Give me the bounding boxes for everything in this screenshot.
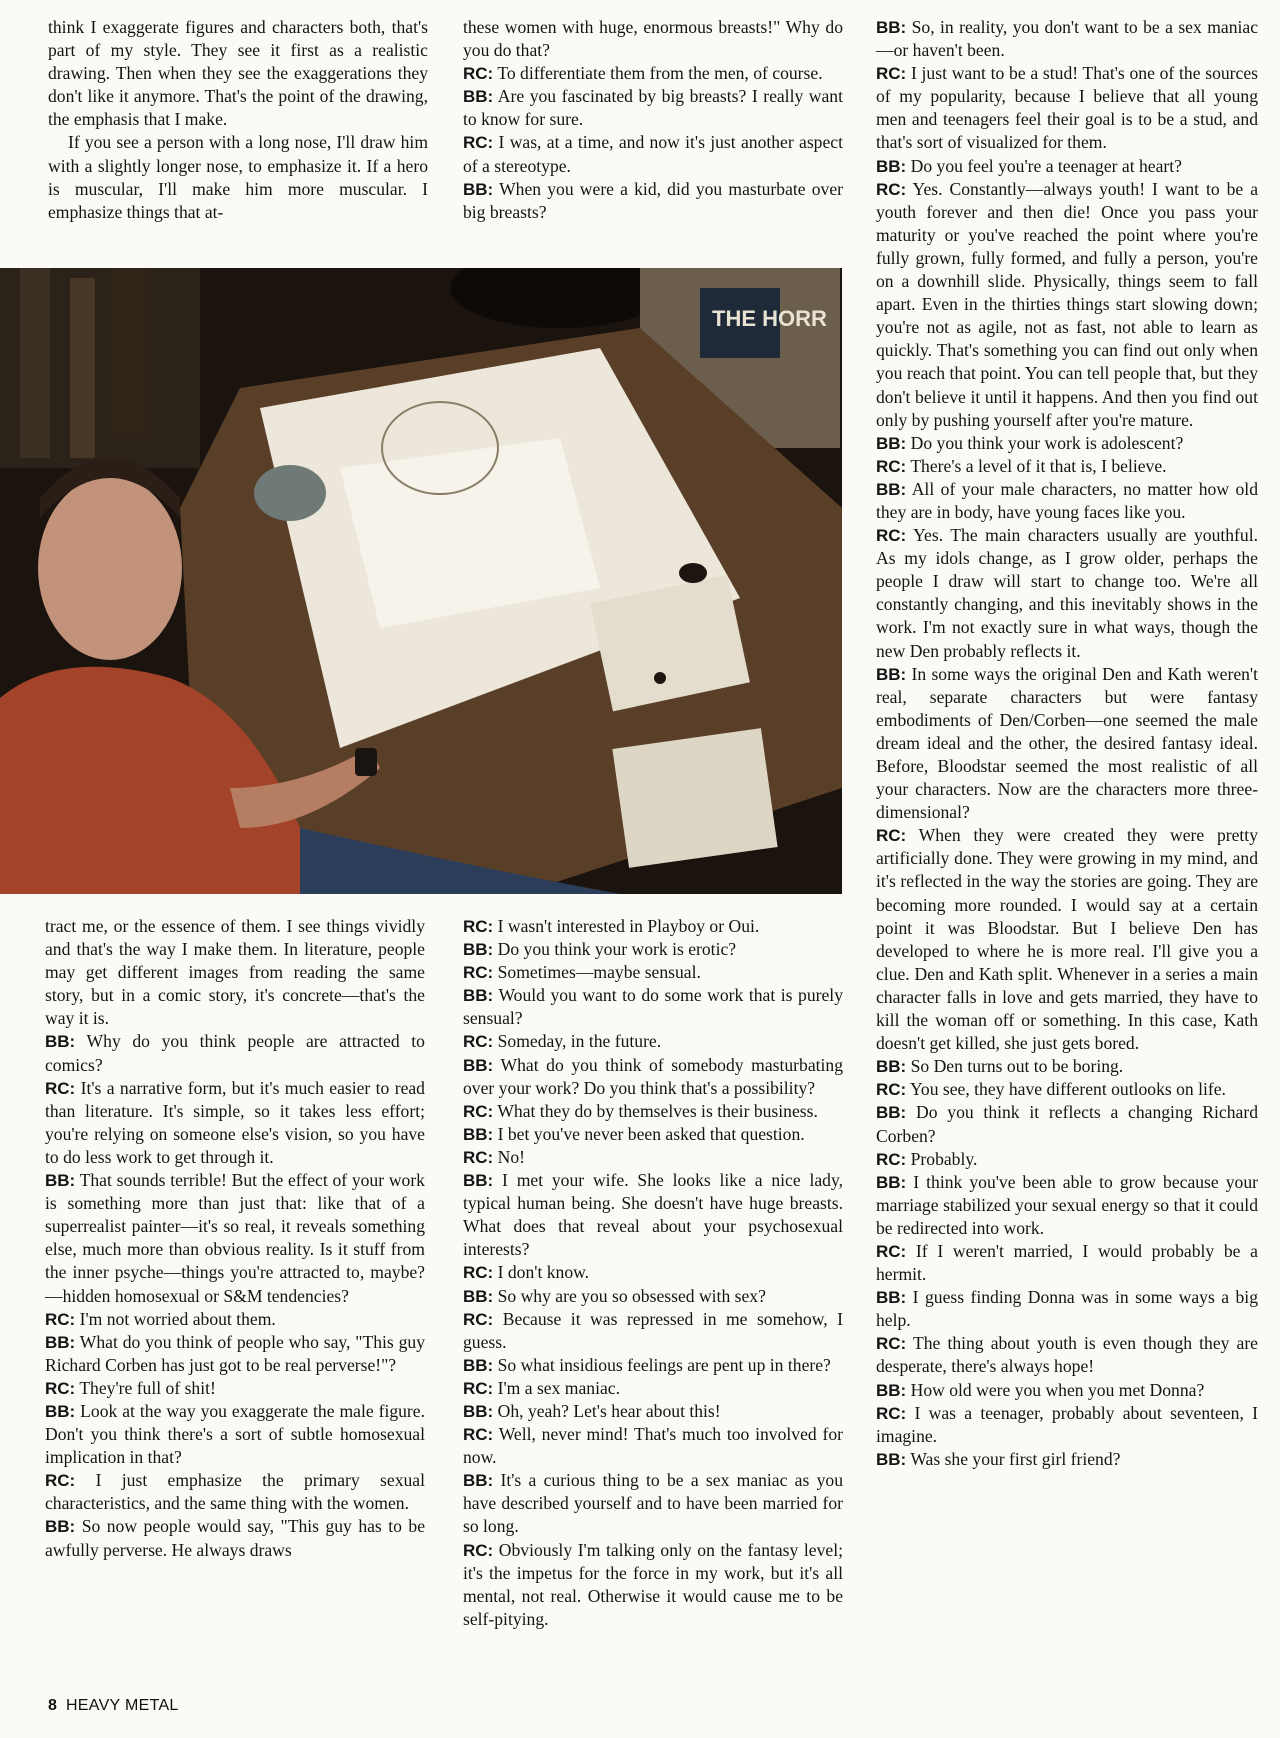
line-text: I bet you've never been asked that question.: [497, 1123, 805, 1144]
interview-line: [463, 1377, 843, 1400]
line-text: So why are you so obsessed with sex?: [497, 1285, 766, 1306]
speaker-label: BB:: [876, 1057, 907, 1077]
speaker-label: BB:: [876, 156, 907, 176]
speaker-label: RC:: [876, 826, 907, 846]
line-text: So Den turns out to be boring.: [910, 1056, 1124, 1077]
column-3: [876, 16, 1258, 1471]
interview-line: [463, 938, 843, 961]
line-text: If I weren't married, I would probably be a hermit.: [876, 1240, 1258, 1285]
speaker-label: RC:: [876, 179, 907, 199]
interview-line: [463, 1030, 843, 1053]
interview-line: [876, 1101, 1258, 1147]
line-text: What do you think of somebody masturbating over your work? Do you think that's a possibility?: [463, 1054, 843, 1098]
interview-line: [876, 1171, 1258, 1240]
line-text: think I exaggerate figures and characters both, that's part of my style. They see it first as a realistic drawing. Then when they see the exaggerations they don't like it anymore. That's the point of the drawing, the emphasis that I make.: [48, 17, 428, 130]
interview-line: [45, 1515, 425, 1561]
interview-line: [876, 1240, 1258, 1286]
line-text: I think you've been able to grow because your marriage stabilized your sexual energy so that it could be redirected into work.: [876, 1171, 1258, 1238]
line-text: I just want to be a stud! That's one of the sources of my popularity, because I believe that all young men and teenagers feel their goal is to be a stud, and that's sort of visualized for them.: [876, 63, 1258, 153]
speaker-label: RC:: [463, 1032, 494, 1052]
paragraph: [45, 915, 425, 1030]
line-text: So now people would say, "This guy has to be awfully perverse. He always draws: [45, 1516, 426, 1560]
interview-line: [463, 984, 843, 1030]
paragraph: [48, 16, 428, 131]
line-text: To differentiate them from the men, of course.: [497, 63, 823, 84]
speaker-label: BB:: [876, 1172, 907, 1192]
interview-line: [876, 478, 1258, 524]
interview-line: [876, 432, 1258, 455]
interview-line: [876, 1332, 1258, 1378]
speaker-label: RC:: [876, 1080, 907, 1100]
line-text: Do you think your work is erotic?: [497, 939, 737, 960]
interview-line: [463, 131, 843, 177]
speaker-label: BB:: [463, 1355, 494, 1375]
interview-line: [876, 455, 1258, 478]
speaker-label: BB:: [876, 18, 907, 37]
interview-line: [876, 1286, 1258, 1332]
speaker-label: BB:: [45, 1401, 76, 1421]
speaker-label: BB:: [45, 1517, 76, 1537]
interview-line: [876, 824, 1258, 1055]
photo-illustration: [0, 268, 842, 894]
line-text: It's a narrative form, but it's much easier to read than literature. It's simple, so it takes less effort; you're relying on someone else's vision, so you have to do less work to get through it.: [45, 1077, 425, 1167]
speaker-label: BB:: [45, 1332, 76, 1352]
interview-line: [463, 62, 843, 85]
line-text: When they were created they were pretty artificially done. They were growing in my mind, and it's reflected in the way the stories are going. They are becoming more rounded. I would say at a certain point it was Bloodstar. But I believe Den has developed to where he is more real. I'll give you a clue. Den and Kath split. Whenever in a series a main character falls in love and gets married, they have to kill the woman off or something. In this case, Kath doesn't get killed, she just gets bored.: [876, 825, 1258, 1054]
interview-line: [45, 1469, 425, 1515]
speaker-label: BB:: [876, 1288, 907, 1308]
speaker-label: RC:: [876, 64, 907, 84]
line-text: No!: [497, 1146, 525, 1167]
interview-line: [463, 1308, 843, 1354]
interview-line: [463, 1169, 843, 1261]
interview-line: [45, 1400, 425, 1469]
interview-line: [463, 1539, 843, 1631]
interview-line: [463, 1400, 843, 1423]
interview-line: [876, 1078, 1258, 1101]
line-text: Yes. The main characters usually are youthful. As my idols change, as I grow older, perhaps the people I draw will start to change too. We're all constantly changing, and this inevitably shows in the work. I'm not exactly sure in what ways, though the new Den probably reflects it.: [876, 525, 1259, 661]
interview-line: [45, 1077, 425, 1169]
interview-line: [463, 1054, 843, 1100]
speaker-label: BB:: [876, 1449, 907, 1469]
line-text: Why do you think people are attracted to comics?: [45, 1031, 425, 1075]
line-text: I guess finding Donna was in some ways a big help.: [876, 1287, 1258, 1331]
line-text: I'm not worried about them.: [79, 1308, 276, 1329]
speaker-label: RC:: [463, 64, 494, 84]
line-text: I was a teenager, probably about seventeen, I imagine.: [876, 1402, 1258, 1446]
line-text: So what insidious feelings are pent up in there?: [497, 1354, 831, 1375]
interview-line: [876, 1402, 1258, 1448]
interview-line: [463, 1261, 843, 1284]
line-text: Someday, in the future.: [497, 1031, 662, 1052]
interview-line: [463, 1354, 843, 1377]
interview-line: [463, 1469, 843, 1538]
magazine-name: HEAVY METAL: [65, 1697, 179, 1714]
line-text: Obviously I'm talking only on the fantasy level; it's the impetus for the force in my work, but it's all mental, not real. Otherwise it would cause me to be self-pitying.: [463, 1539, 843, 1629]
interview-line: [45, 1308, 425, 1331]
interview-line: [45, 1030, 425, 1076]
line-text: I was, at a time, and now it's just another aspect of a stereotype.: [463, 132, 843, 176]
line-text: What do you think of people who say, "This guy Richard Corben has just got to be real perverse!"?: [45, 1331, 425, 1375]
speaker-label: RC:: [876, 1334, 907, 1354]
interview-line: [45, 1169, 425, 1308]
line-text: Do you think your work is adolescent?: [910, 432, 1184, 453]
line-text: Would you want to do some work that is purely sensual?: [463, 985, 843, 1029]
column-2-top: [463, 16, 843, 224]
speaker-label: RC:: [876, 526, 907, 546]
column-1-bottom: [45, 915, 425, 1562]
artist-photo: [0, 268, 842, 894]
speaker-label: RC:: [45, 1378, 76, 1398]
interview-line: [876, 1448, 1258, 1471]
page-number: 8: [48, 1697, 58, 1714]
line-text: How old were you when you met Donna?: [910, 1379, 1205, 1400]
interview-line: [876, 1148, 1258, 1171]
speaker-label: BB:: [463, 940, 494, 960]
line-text: What they do by themselves is their business.: [497, 1100, 818, 1121]
speaker-label: BB:: [463, 179, 494, 199]
interview-line: [463, 915, 843, 938]
line-text: Well, never mind! That's much too involved for now.: [463, 1424, 843, 1468]
speaker-label: RC:: [45, 1078, 76, 1098]
line-text: That sounds terrible! But the effect of your work is something more than just that: like that of a superrealist painter—it's so real, it reveals something else, much more than obvious reality. Is it stuff from the inner psyche—things you're attracted to, maybe?—hidden homosexual or S&M tendencies?: [45, 1170, 425, 1306]
interview-line: [876, 62, 1258, 154]
speaker-label: BB:: [876, 1103, 907, 1123]
line-text: They're full of shit!: [79, 1377, 216, 1398]
speaker-label: RC:: [876, 456, 907, 476]
speaker-label: BB:: [463, 986, 494, 1006]
line-text: I met your wife. She looks like a nice lady, typical human being. She doesn't have huge breasts. What does that reveal about your psychosexual interests?: [463, 1170, 843, 1260]
speaker-label: BB:: [45, 1032, 76, 1052]
line-text: Do you feel you're a teenager at heart?: [910, 155, 1182, 176]
line-text: You see, they have different outlooks on life.: [909, 1079, 1226, 1100]
line-text: It's a curious thing to be a sex maniac as you have described yourself and to have been married for so long.: [463, 1470, 843, 1537]
speaker-label: BB:: [463, 1055, 494, 1075]
paragraph: [48, 131, 428, 223]
paragraph: [463, 16, 843, 62]
speaker-label: BB:: [463, 1471, 494, 1491]
line-text: All of your male characters, no matter how old they are in body, have young faces like you.: [876, 478, 1258, 522]
line-text: Look at the way you exaggerate the male figure. Don't you think there's a sort of subtle homosexual implication in that?: [45, 1400, 425, 1468]
interview-line: [463, 1100, 843, 1123]
interview-line: [463, 1423, 843, 1469]
speaker-label: BB:: [876, 1380, 907, 1400]
interview-line: [463, 178, 843, 224]
speaker-label: BB:: [876, 664, 907, 684]
interview-line: [463, 85, 843, 131]
column-2-bottom: [463, 915, 843, 1631]
speaker-label: RC:: [463, 1263, 494, 1283]
speaker-label: RC:: [463, 1425, 494, 1445]
speaker-label: BB:: [463, 1124, 494, 1144]
speaker-label: RC:: [876, 1403, 907, 1423]
speaker-label: RC:: [45, 1471, 76, 1491]
interview-line: [876, 663, 1258, 825]
speaker-label: BB:: [463, 87, 494, 107]
interview-line: [876, 178, 1258, 432]
line-text: these women with huge, enormous breasts!" Why do you do that?: [463, 17, 843, 61]
speaker-label: RC:: [876, 1241, 907, 1261]
interview-line: [463, 961, 843, 984]
interview-line: [876, 1379, 1258, 1402]
speaker-label: BB:: [463, 1401, 494, 1421]
interview-line: [463, 1285, 843, 1308]
line-text: tract me, or the essence of them. I see things vividly and that's the way I make them. In literature, people may get different images from reading the same story, but in a comic story, it's concrete—that's the way it is.: [45, 916, 425, 1029]
line-text: I just emphasize the primary sexual characteristics, and the same thing with the women.: [45, 1470, 425, 1514]
interview-line: [463, 1123, 843, 1146]
line-text: In some ways the original Den and Kath weren't real, separate characters but were fantasy embodiments of Den/Corben—one seemed the male dream ideal and the other, the desired fantasy ideal. Before, Bloodstar seemed the most realistic of all your characters. Now are the characters more three-dimensional?: [876, 663, 1258, 823]
interview-line: [876, 524, 1258, 663]
speaker-label: RC:: [463, 1540, 494, 1560]
interview-line: [463, 1146, 843, 1169]
speaker-label: RC:: [463, 1378, 494, 1398]
speaker-label: RC:: [876, 1149, 907, 1169]
line-text: If you see a person with a long nose, I'll draw him with a slightly longer nose, to emphasize it. If a hero is muscular, I'll make him more muscular. I emphasize things that at-: [48, 132, 428, 222]
line-text: Was she your first girl friend?: [910, 1448, 1121, 1469]
line-text: Because it was repressed in me somehow, I guess.: [463, 1308, 843, 1352]
interview-line: [45, 1331, 425, 1377]
column-1-top: [48, 16, 428, 224]
speaker-label: BB:: [463, 1171, 494, 1191]
line-text: I'm a sex maniac.: [497, 1377, 620, 1398]
line-text: Probably.: [910, 1148, 978, 1169]
speaker-label: RC:: [45, 1309, 76, 1329]
interview-line: [876, 155, 1258, 178]
poster-text: THE HORR: [712, 306, 827, 331]
line-text: I wasn't interested in Playboy or Oui.: [497, 916, 760, 936]
line-text: Are you fascinated by big breasts? I really want to know for sure.: [463, 86, 843, 130]
speaker-label: RC:: [463, 133, 494, 153]
line-text: The thing about youth is even though they are desperate, there's always hope!: [876, 1333, 1258, 1377]
speaker-label: BB:: [45, 1171, 76, 1191]
speaker-label: RC:: [463, 1309, 494, 1329]
line-text: So, in reality, you don't want to be a sex maniac—or haven't been.: [876, 17, 1258, 61]
line-text: Yes. Constantly—always youth! I want to be a youth forever and then die! Once you pass your maturity or you've reached the point where you're fully grown, fully formed, and fully a person, you're on a downhill slide. Physically, things seem to fall apart. Even in the thirties things start slowing down; you're not as agile, not as fast, not able to learn as quickly. That's something you can find out only when you reach that point. You can tell people that, but they don't believe it until it happens. And then you find out only by pushing yourself after you're mature.: [876, 178, 1258, 430]
line-text: Oh, yeah? Let's hear about this!: [497, 1400, 721, 1421]
line-text: Do you think it reflects a changing Richard Corben?: [876, 1102, 1258, 1146]
line-text: There's a level of it that is, I believe.: [910, 455, 1167, 476]
speaker-label: BB:: [463, 1286, 494, 1306]
line-text: I don't know.: [497, 1262, 590, 1283]
speaker-label: RC:: [463, 1147, 494, 1167]
page-footer: [48, 1697, 179, 1715]
interview-line: [876, 16, 1258, 62]
speaker-label: RC:: [463, 917, 494, 936]
speaker-label: RC:: [463, 963, 494, 983]
speaker-label: BB:: [876, 479, 907, 499]
line-text: Sometimes—maybe sensual.: [497, 962, 701, 983]
speaker-label: BB:: [876, 433, 907, 453]
line-text: When you were a kid, did you masturbate over big breasts?: [463, 178, 843, 222]
speaker-label: RC:: [463, 1101, 494, 1121]
interview-line: [876, 1055, 1258, 1078]
interview-line: [45, 1377, 425, 1400]
